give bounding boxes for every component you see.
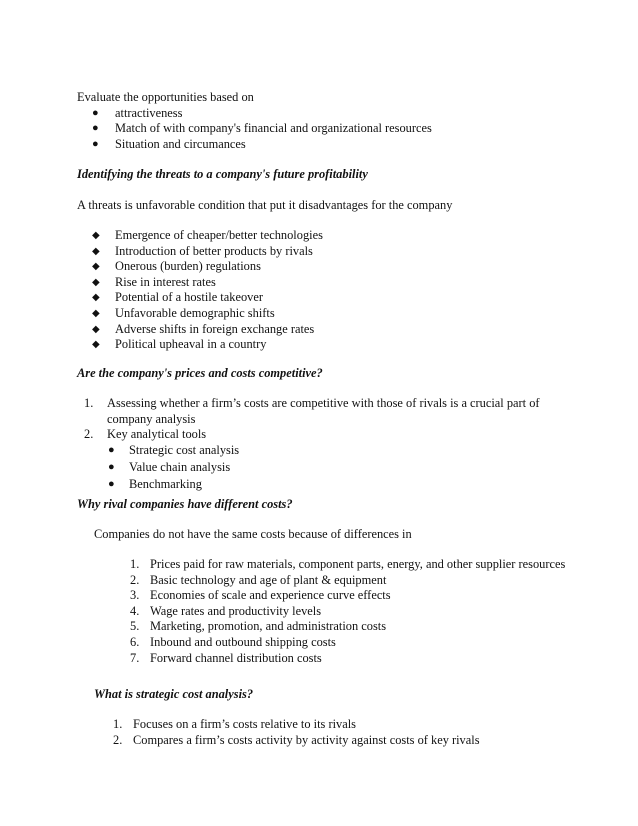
list-number: 6. — [130, 634, 140, 649]
bullet-dot-icon: ● — [108, 477, 115, 490]
competitive-heading: Are the company's prices and costs competitive? — [77, 366, 323, 380]
bullet-diamond-icon: ◆ — [92, 307, 100, 319]
list-item: 1. Assessing whether a firm’s costs are competitive with those of rivals is a crucial part of company analysis — [84, 396, 540, 426]
bullet-diamond-icon: ◆ — [92, 292, 100, 304]
list-item: 5. Marketing, promotion, and administration costs — [130, 619, 387, 634]
list-number: 3. — [130, 588, 140, 603]
list-item: ● Match of with company's financial and organizational resources — [92, 121, 432, 136]
list-item: 1. Focuses on a firm’s costs relative to its rivals — [113, 717, 356, 731]
list-item: 7. Forward channel distribution costs — [130, 650, 322, 665]
list-item: ◆ Potential of a hostile takeover — [92, 290, 263, 305]
list-number: 2. — [84, 427, 94, 442]
list-item: 6. Inbound and outbound shipping costs — [130, 634, 336, 649]
strategic-cost-heading: What is strategic cost analysis? — [94, 687, 254, 701]
list-number: 2. — [130, 572, 140, 587]
rival-costs-heading: Why rival companies have different costs? — [77, 497, 293, 511]
list-item: 1. Prices paid for raw materials, component parts, energy, and other supplier resources — [130, 557, 566, 571]
list-item: ● Strategic cost analysis — [108, 442, 240, 457]
threats-list — [77, 228, 578, 353]
list-item: 2. Compares a firm’s costs activity by activity against costs of key rivals — [113, 732, 480, 747]
list-number: 1. — [130, 557, 140, 571]
list-item: ◆ Introduction of better products by rivals — [92, 243, 313, 258]
list-item: ◆ Adverse shifts in foreign exchange rates — [92, 321, 315, 336]
opportunities-intro: Evaluate the opportunities based on — [77, 90, 254, 104]
list-item: ◆ Political upheaval in a country — [92, 337, 267, 352]
bullet-dot-icon: ● — [92, 106, 99, 119]
strategic-cost-section — [113, 717, 578, 748]
opportunities-bullet-list — [77, 106, 578, 153]
list-item: ● attractiveness — [92, 105, 183, 120]
list-number: 4. — [130, 603, 140, 618]
list-item: 4. Wage rates and productivity levels — [130, 603, 322, 618]
bullet-dot-icon: ● — [108, 443, 115, 456]
list-item: 2. Basic technology and age of plant & equipment — [130, 572, 387, 587]
bullet-diamond-icon: ◆ — [92, 245, 100, 257]
bullet-diamond-icon: ◆ — [92, 323, 100, 335]
list-item: ● Benchmarking — [108, 476, 202, 491]
list-item: ● Value chain analysis — [108, 460, 231, 475]
threats-list-section — [77, 228, 578, 353]
list-number: 5. — [130, 619, 140, 634]
list-number: 1. — [113, 717, 123, 731]
bullet-dot-icon: ● — [92, 122, 99, 135]
list-item: ◆ Unfavorable demographic shifts — [92, 305, 275, 320]
bullet-diamond-icon: ◆ — [92, 261, 100, 273]
list-number: 1. — [84, 396, 94, 410]
list-item: 3. Economies of scale and experience curve effects — [130, 588, 391, 603]
competitive-numbered-list — [77, 396, 578, 493]
list-item: 2. Key analytical tools ● Strategic cost analysis ● Value chain analysis ● Benchmarking — [77, 427, 578, 492]
strategic-cost-numbered-list — [113, 717, 578, 748]
competitive-section — [77, 396, 578, 493]
bullet-dot-icon: ● — [108, 461, 115, 474]
threats-heading: Identifying the threats to a company's future profitability — [77, 167, 368, 181]
list-item: ● Situation and circumances — [92, 136, 246, 151]
bullet-diamond-icon: ◆ — [92, 339, 100, 351]
rival-costs-section — [130, 557, 578, 666]
list-number: 7. — [130, 650, 140, 665]
bullet-dot-icon: ● — [92, 137, 99, 150]
list-item: ◆ Emergence of cheaper/better technologies — [92, 228, 323, 242]
list-number: 2. — [113, 732, 123, 747]
opportunities-section — [77, 90, 578, 152]
analytical-tools-list — [107, 443, 578, 493]
list-item: ◆ Onerous (burden) regulations — [92, 259, 261, 274]
rival-costs-numbered-list — [130, 557, 578, 666]
list-item: ◆ Rise in interest rates — [92, 274, 216, 289]
rival-costs-intro: Companies do not have the same costs because of differences in — [94, 527, 412, 541]
threats-intro: A threats is unfavorable condition that put it disadvantages for the company — [77, 198, 453, 212]
bullet-diamond-icon: ◆ — [92, 230, 100, 241]
bullet-diamond-icon: ◆ — [92, 276, 100, 288]
